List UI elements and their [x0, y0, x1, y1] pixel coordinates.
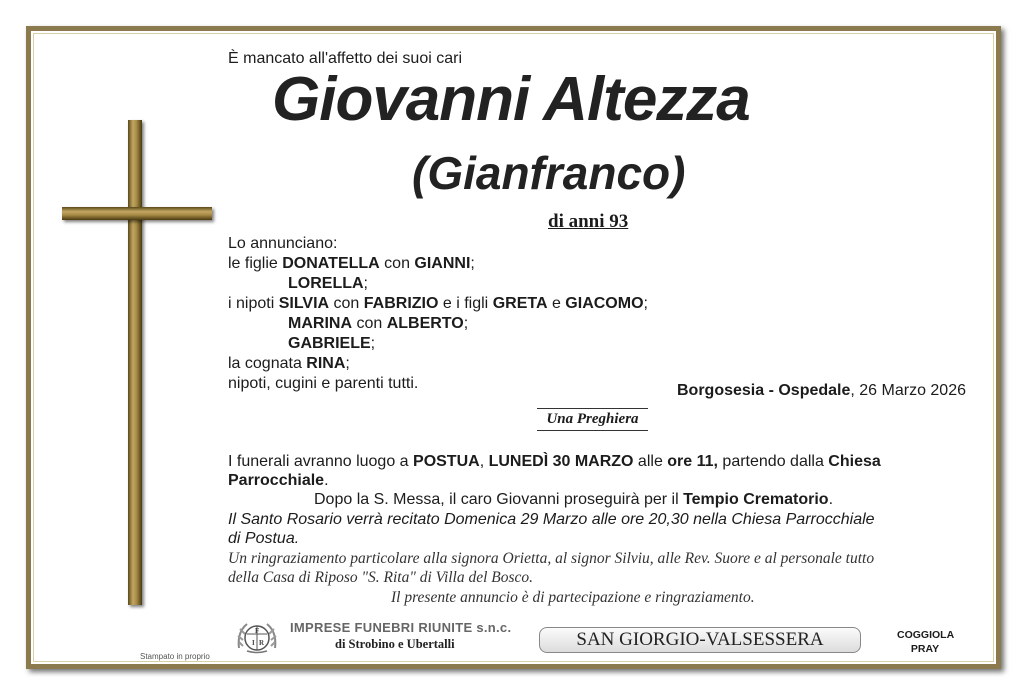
t: la cognata [228, 355, 307, 372]
logo-letter-f: F [255, 627, 260, 635]
t: Tempio Crematorio [683, 491, 829, 508]
announce-line-7 [228, 354, 350, 374]
t: le figlie [228, 255, 283, 272]
t: ; [363, 275, 368, 292]
company-subtitle: di Strobino e Ubertalli [335, 637, 455, 651]
announce-line-2 [228, 254, 475, 274]
location-pray: PRAY [910, 643, 940, 655]
location-coggiola: COGGIOLA [897, 629, 955, 641]
thanks-line-3: Il presente annuncio è di partecipazione e ringraziamento. [391, 589, 755, 606]
t: GIANNI [414, 255, 471, 272]
cross-horizontal-bar [62, 207, 212, 220]
announce-line-6 [288, 334, 375, 354]
place-date [677, 382, 966, 400]
announce-line-5 [288, 314, 468, 334]
rosary-line-1: Il Santo Rosario verrà recitato Domenica 29 Marzo alle ore 20,30 nella Chiesa Parrocchiale [228, 511, 875, 528]
t: partendo dalla [717, 453, 829, 470]
t: nipoti, cugini e parenti tutti. [228, 375, 419, 392]
rosary-line-2: di Postua. [228, 530, 300, 547]
t: Parrocchiale [228, 472, 325, 489]
t: POSTUA [413, 453, 480, 470]
funeral-line-1 [228, 453, 881, 471]
deceased-age: di anni 93 [548, 211, 629, 232]
announce-line-1 [228, 234, 337, 254]
t: Dopo la S. Messa, il caro Giovanni proseguirà per il [314, 491, 684, 508]
t: LORELLA [288, 275, 364, 292]
t: ; [643, 295, 648, 312]
company-name: IMPRESE FUNEBRI RIUNITE s.n.c. [290, 620, 512, 635]
thanks-line-2: della Casa di Riposo "S. Rita" di Villa del Bosco. [228, 569, 534, 586]
t: alle [633, 453, 668, 470]
cross-vertical-bar [128, 120, 142, 605]
announce-line-8 [228, 374, 418, 394]
thanks-line-1: Un ringraziamento particolare alla signora Orietta, al signor Silviu, alle Rev. Suore e al personale tutto [228, 550, 875, 567]
t: , [479, 453, 489, 470]
t: SILVIA [278, 295, 330, 312]
t: I funerali avranno luogo a [228, 453, 414, 470]
t: . [828, 491, 834, 508]
t: MARINA [288, 315, 352, 332]
logo-letter-i: I [252, 639, 255, 647]
t: FABRIZIO [363, 295, 439, 312]
funeral-home-logo [235, 618, 279, 656]
t: LUNEDÌ 30 MARZO [488, 453, 634, 470]
t: GABRIELE [288, 335, 371, 352]
printed-note: Stampato in proprio [140, 652, 210, 661]
t: ; [470, 255, 475, 272]
t: . [324, 472, 329, 489]
t: GIACOMO [565, 295, 644, 312]
prayer-heading: Una Preghiera [537, 408, 648, 431]
announce-l1: Lo annunciano: [228, 235, 338, 252]
announce-line-3 [288, 274, 368, 294]
deceased-nickname: (Gianfranco) [412, 147, 686, 199]
locations-list [897, 628, 953, 656]
t: e [547, 295, 566, 312]
death-date: , 26 Marzo 2026 [850, 382, 966, 399]
t: con [329, 295, 364, 312]
funeral-line-2 [228, 472, 329, 490]
t: Chiesa [828, 453, 881, 470]
t: ALBERTO [386, 315, 464, 332]
t: ; [345, 355, 350, 372]
t: ; [370, 335, 376, 352]
t: GRETA [492, 295, 548, 312]
san-giorgio-badge: SAN GIORGIO-VALSESSERA [539, 627, 861, 653]
intro-text: È mancato all'affetto dei suoi cari [228, 50, 462, 67]
t: RINA [306, 355, 346, 372]
t: ; [463, 315, 469, 332]
t: con [379, 255, 415, 272]
t: DONATELLA [282, 255, 380, 272]
logo-letter-r: R [259, 639, 265, 647]
t: con [352, 315, 387, 332]
t: i nipoti [228, 295, 279, 312]
deceased-name: Giovanni Altezza [272, 65, 750, 134]
funeral-line-3 [314, 491, 833, 509]
t: e i figli [438, 295, 493, 312]
t: ore 11, [667, 453, 718, 470]
announce-line-4 [228, 294, 648, 314]
place-name: Borgosesia - Ospedale [676, 382, 851, 399]
